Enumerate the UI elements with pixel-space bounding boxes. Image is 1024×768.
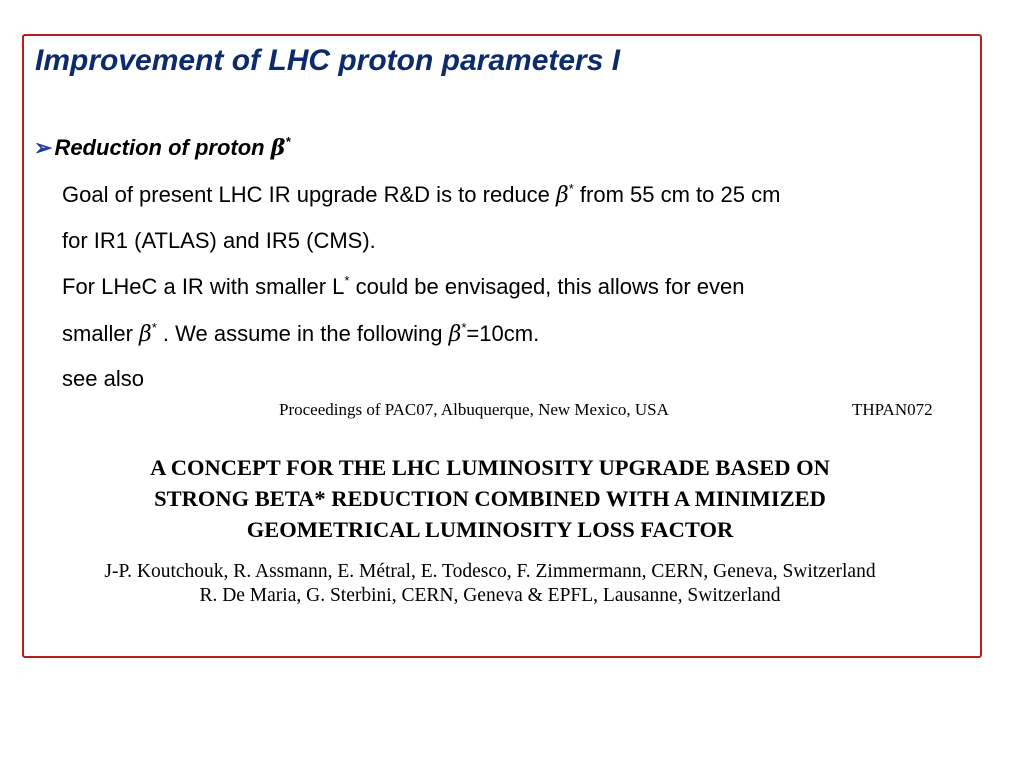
beta-symbol: β [556,183,569,208]
bullet-heading [34,134,290,161]
beta-symbol: β [139,322,152,347]
paper-authors: J-P. Koutchouk, R. Assmann, E. Métral, E. Todesco, F. Zimmermann, CERN, Geneva, Switzerland R. De Maria, G. Sterbini, CERN, Geneva & EPFL, Lausanne, Switzerland [104,561,876,606]
paper-title: A CONCEPT FOR THE LHC LUMINOSITY UPGRADE BASED ON STRONG BETA* REDUCTION COMBINED WITH A MINIMIZED GEOMETRICAL LUMINOSITY LOSS FACTOR [150,455,830,542]
arrow-bullet-icon: ➢ [34,135,53,160]
paper-code: THPAN072 [852,400,933,419]
beta-symbol: β [448,322,462,347]
body-line-4: smaller β* . We assume in the following β*=10cm. [62,320,540,347]
body-line-1: Goal of present LHC IR upgrade R&D is to reduce β* from 55 cm to 25 cm [62,181,781,208]
body-line-3: For LHeC a IR with smaller L* could be envisaged, this allows for even [62,273,745,299]
beta-sup: * [285,134,291,149]
beta-symbol: β [270,135,286,161]
body-line-2: for IR1 (ATLAS) and IR5 (CMS). [62,228,376,253]
body-line-5: see also [62,366,144,391]
proceedings-text: Proceedings of PAC07, Albuquerque, New Mexico, USA [279,400,669,419]
slide-title: Improvement of LHC proton parameters I [35,44,621,77]
bullet-text: Reduction of proton [54,135,271,160]
